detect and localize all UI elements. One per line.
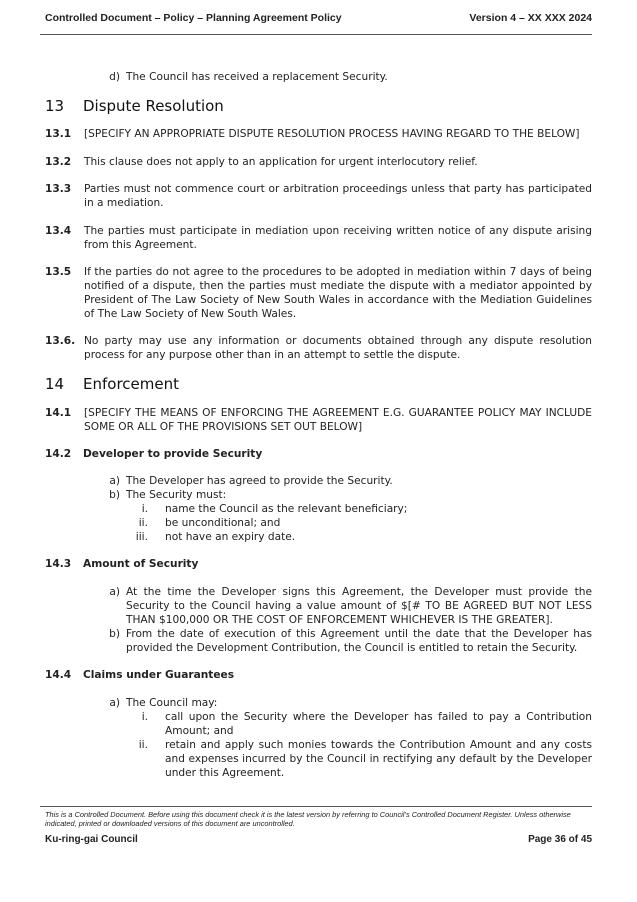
- sublist-item-text: name the Council as the relevant beneficiary;: [165, 503, 408, 515]
- clause-number: 13.1: [45, 128, 72, 140]
- sublist-label: ii.: [138, 739, 148, 751]
- clause-number: 14.3: [45, 558, 72, 570]
- list-label: d): [109, 71, 120, 83]
- clause-text: [SPECIFY AN APPROPRIATE DISPUTE RESOLUTION PROCESS HAVING REGARD TO THE BELOW]: [84, 128, 580, 140]
- sublist-label: i.: [141, 711, 148, 723]
- clause-number: 14.4: [45, 669, 72, 681]
- clause-text: [SPECIFY THE MEANS OF ENFORCING THE AGREEMENT E.G. GUARANTEE POLICY MAY INCLUDE SOME OR ALL OF THE PROVISIONS SET OUT BELOW]: [84, 407, 592, 433]
- clause-number: 14.2: [45, 448, 72, 460]
- sublist-label: ii.: [138, 517, 148, 529]
- list-label: a): [109, 697, 120, 709]
- list-item-text: The Developer has agreed to provide the Security.: [126, 475, 393, 487]
- list-label: a): [109, 475, 120, 487]
- header-divider: [40, 34, 592, 35]
- clause-text: This clause does not apply to an application for urgent interlocutory relief.: [84, 156, 478, 168]
- clause-number: 13.6.: [45, 335, 76, 347]
- subheading-title: Developer to provide Security: [83, 448, 263, 460]
- page-footer: [45, 834, 592, 845]
- subheading-14-2: [45, 447, 262, 461]
- clause-text: Parties must not commence court or arbitration proceedings unless that party has participated in a mediation.: [84, 183, 592, 209]
- document-version: Version 4 – XX XXX 2024: [469, 12, 592, 24]
- list-label: b): [109, 628, 120, 640]
- clause-number: 13.2: [45, 156, 72, 168]
- section-title: Enforcement: [83, 375, 179, 393]
- subheading-14-4: [45, 668, 234, 682]
- clause-number: 13.3: [45, 183, 72, 195]
- clause-text: If the parties do not agree to the procedures to be adopted in mediation within 7 days of being notified of a dispute, then the parties must mediate the dispute with a mediator appointed by President of The Law Society of New South Wales in accordance with the Mediation Guidelines of The Law Society of New South Wales.: [84, 266, 592, 320]
- list-item-text: The Council may:: [126, 697, 218, 709]
- footer-divider: [40, 806, 592, 807]
- sublist-item-text: retain and apply such monies towards the Contribution Amount and any costs and expenses incurred by the Council in rectifying any default by the Developer under this Agreement.: [165, 739, 592, 779]
- organisation-name: Ku-ring-gai Council: [45, 834, 138, 845]
- subheading-title: Amount of Security: [83, 558, 199, 570]
- clause-text: No party may use any information or documents obtained through any dispute resolution process for any purpose other than in an attempt to settle the dispute.: [84, 335, 592, 361]
- clause-text: The parties must participate in mediation upon receiving written notice of any dispute arising from this Agreement.: [84, 225, 592, 251]
- sublist-item-text: call upon the Security where the Developer has failed to pay a Contribution Amount; and: [165, 711, 592, 737]
- sublist-item-text: not have an expiry date.: [165, 531, 296, 543]
- subheading-14-3: [45, 557, 198, 571]
- clause-number: 13.5: [45, 266, 72, 278]
- section-title: Dispute Resolution: [83, 97, 224, 115]
- document-title: Controlled Document – Policy – Planning Agreement Policy: [45, 12, 342, 24]
- list-label: b): [109, 489, 120, 501]
- list-item-text: The Council has received a replacement Security.: [126, 71, 388, 83]
- clause-number: 14.1: [45, 407, 72, 419]
- subheading-title: Claims under Guarantees: [83, 669, 235, 681]
- clause-number: 13.4: [45, 225, 72, 237]
- section-heading-13: [45, 97, 224, 115]
- page-number: Page 36 of 45: [528, 834, 592, 845]
- section-number: 13: [45, 97, 65, 115]
- list-item-text: At the time the Developer signs this Agreement, the Developer must provide the Security to the Council having a value amount of $[# TO BE AGREED BUT NOT LESS THAN $100,000 OR THE COST OF ENFORCEMENT WHICHEVER IS THE GREATER].: [126, 586, 592, 626]
- controlled-document-disclaimer: This is a Controlled Document. Before using this document check it is the latest version by referring to Council’s Controlled Document Register. Unless otherwise indicated, printed or downloaded versions of this document are uncontrolled.: [45, 810, 571, 828]
- sublist-item-text: be unconditional; and: [165, 517, 281, 529]
- list-item-text: From the date of execution of this Agreement until the date that the Developer has provided the Development Contribution, the Council is entitled to retain the Security.: [126, 628, 592, 654]
- list-label: a): [109, 586, 120, 598]
- list-item-text: The Security must:: [126, 489, 227, 501]
- section-number: 14: [45, 375, 65, 393]
- page-header: [45, 12, 592, 24]
- sublist-label: i.: [141, 503, 148, 515]
- sublist-label: iii.: [135, 531, 148, 543]
- section-heading-14: [45, 375, 179, 393]
